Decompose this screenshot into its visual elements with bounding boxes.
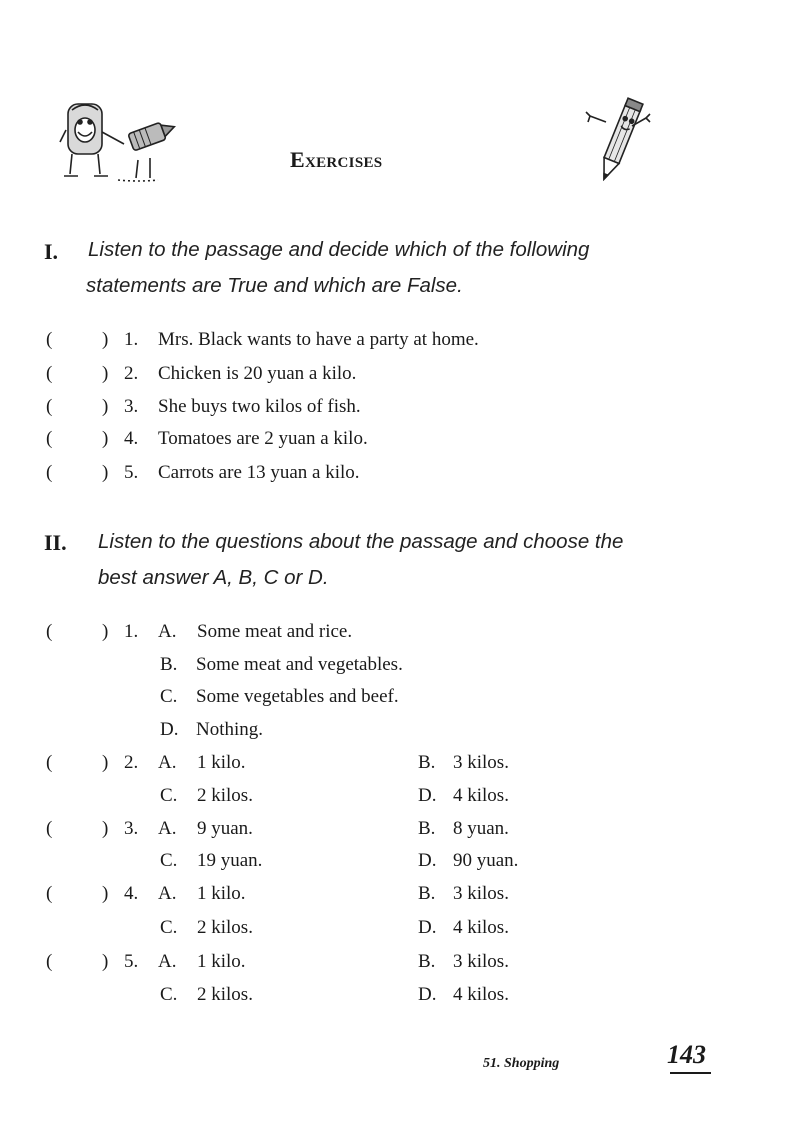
answer-blank[interactable]: ( [46, 329, 53, 350]
cartoon-figure-icon [58, 96, 178, 186]
worksheet-page: Exercises I. Listen to the passage and decide which of the following statements are True and which are False. ( ) 1. Mrs. Black wants to have a party at home. ( ) 2. Chicken is 20 yuan a kilo. ( ) 3. She buys two kilos of fish. ( ) 4. Tomatoes are 2 yuan a kilo. ( ) 5. Carrots are 13 yuan a kilo. II. Listen to the questions about the passage and choose the best answer A, B, C or D. ( ) 1. A. Some meat and rice. B. Some meat and vegetables. C. Some vegetables and beef. D. Nothing. ( ) 2. A. 1 kilo. B. 3 kilos. C. 2 kilos. D. 4 kilos. ( ) 3. A. 9 yuan. B. 8 yuan. C. 19 yuan. D. 90 yuan. ( ) 4. A. 1 kilo. B. 3 kilos. C. 2 kilos. D. 4 kilos. ( ) 5. A. 1 kilo. B. 3 kilos. C. 2 kilos. D. 4 kilos. 51. Shopping 143 [0, 0, 800, 1131]
answer-blank[interactable]: ( [46, 428, 53, 449]
section-instruction: Listen to the passage and decide which of the following [88, 238, 590, 261]
option-letter: A. [158, 883, 177, 904]
option-letter: C. [160, 686, 178, 707]
option-text: 8 yuan. [453, 818, 509, 839]
option-text: Nothing. [196, 719, 264, 740]
option-letter: B. [160, 654, 178, 675]
option-letter: A. [158, 818, 177, 839]
option-text: 4 kilos. [453, 785, 509, 806]
option-text: 19 yuan. [197, 850, 263, 871]
option-letter: C. [160, 984, 178, 1005]
section-number: I. [44, 239, 59, 264]
option-letter: A. [158, 951, 177, 972]
option-letter: C. [160, 850, 178, 871]
answer-blank[interactable]: ( [46, 883, 53, 904]
option-text: 3 kilos. [453, 951, 509, 972]
option-letter: B. [418, 951, 436, 972]
option-text: 4 kilos. [453, 917, 509, 938]
option-letter: D. [160, 719, 179, 740]
option-letter: A. [158, 752, 177, 773]
option-letter: D. [418, 984, 437, 1005]
option-text: 1 kilo. [197, 883, 246, 904]
option-letter: D. [418, 785, 437, 806]
option-text: 2 kilos. [197, 984, 253, 1005]
answer-blank[interactable]: ( [46, 363, 53, 384]
option-letter: D. [418, 917, 437, 938]
section-instruction: statements are True and which are False. [86, 274, 463, 297]
option-text: 2 kilos. [197, 917, 253, 938]
answer-blank[interactable]: ( [46, 621, 53, 642]
pencil-character-icon [584, 96, 654, 188]
option-text: 3 kilos. [453, 883, 509, 904]
option-text: Some meat and vegetables. [196, 654, 403, 675]
footer-section-label: 51. Shopping [483, 1056, 560, 1071]
option-text: 1 kilo. [197, 752, 246, 773]
option-text: Some vegetables and beef. [196, 686, 399, 707]
page-title: Exercises [290, 147, 383, 172]
option-text: 2 kilos. [197, 785, 253, 806]
option-text: 90 yuan. [453, 850, 519, 871]
option-text: 9 yuan. [197, 818, 253, 839]
option-letter: B. [418, 752, 436, 773]
section-instruction: best answer A, B, C or D. [98, 566, 329, 589]
option-letter: B. [418, 818, 436, 839]
option-letter: A. [158, 621, 177, 642]
option-letter: B. [418, 883, 436, 904]
answer-blank[interactable]: ( [46, 396, 53, 417]
section-number: II. [44, 530, 67, 555]
option-text: 1 kilo. [197, 951, 246, 972]
answer-blank[interactable]: ( [46, 951, 53, 972]
option-letter: C. [160, 785, 178, 806]
option-letter: D. [418, 850, 437, 871]
option-text: 4 kilos. [453, 984, 509, 1005]
option-letter: C. [160, 917, 178, 938]
option-text: 3 kilos. [453, 752, 509, 773]
page-number-underline [670, 1072, 711, 1074]
answer-blank[interactable]: ( [46, 818, 53, 839]
answer-blank[interactable]: ( [46, 462, 53, 483]
page-number: 143 [667, 1040, 706, 1069]
section-instruction: Listen to the questions about the passage and choose the [98, 530, 624, 553]
answer-blank[interactable]: ( [46, 752, 53, 773]
option-text: Some meat and rice. [197, 621, 353, 642]
